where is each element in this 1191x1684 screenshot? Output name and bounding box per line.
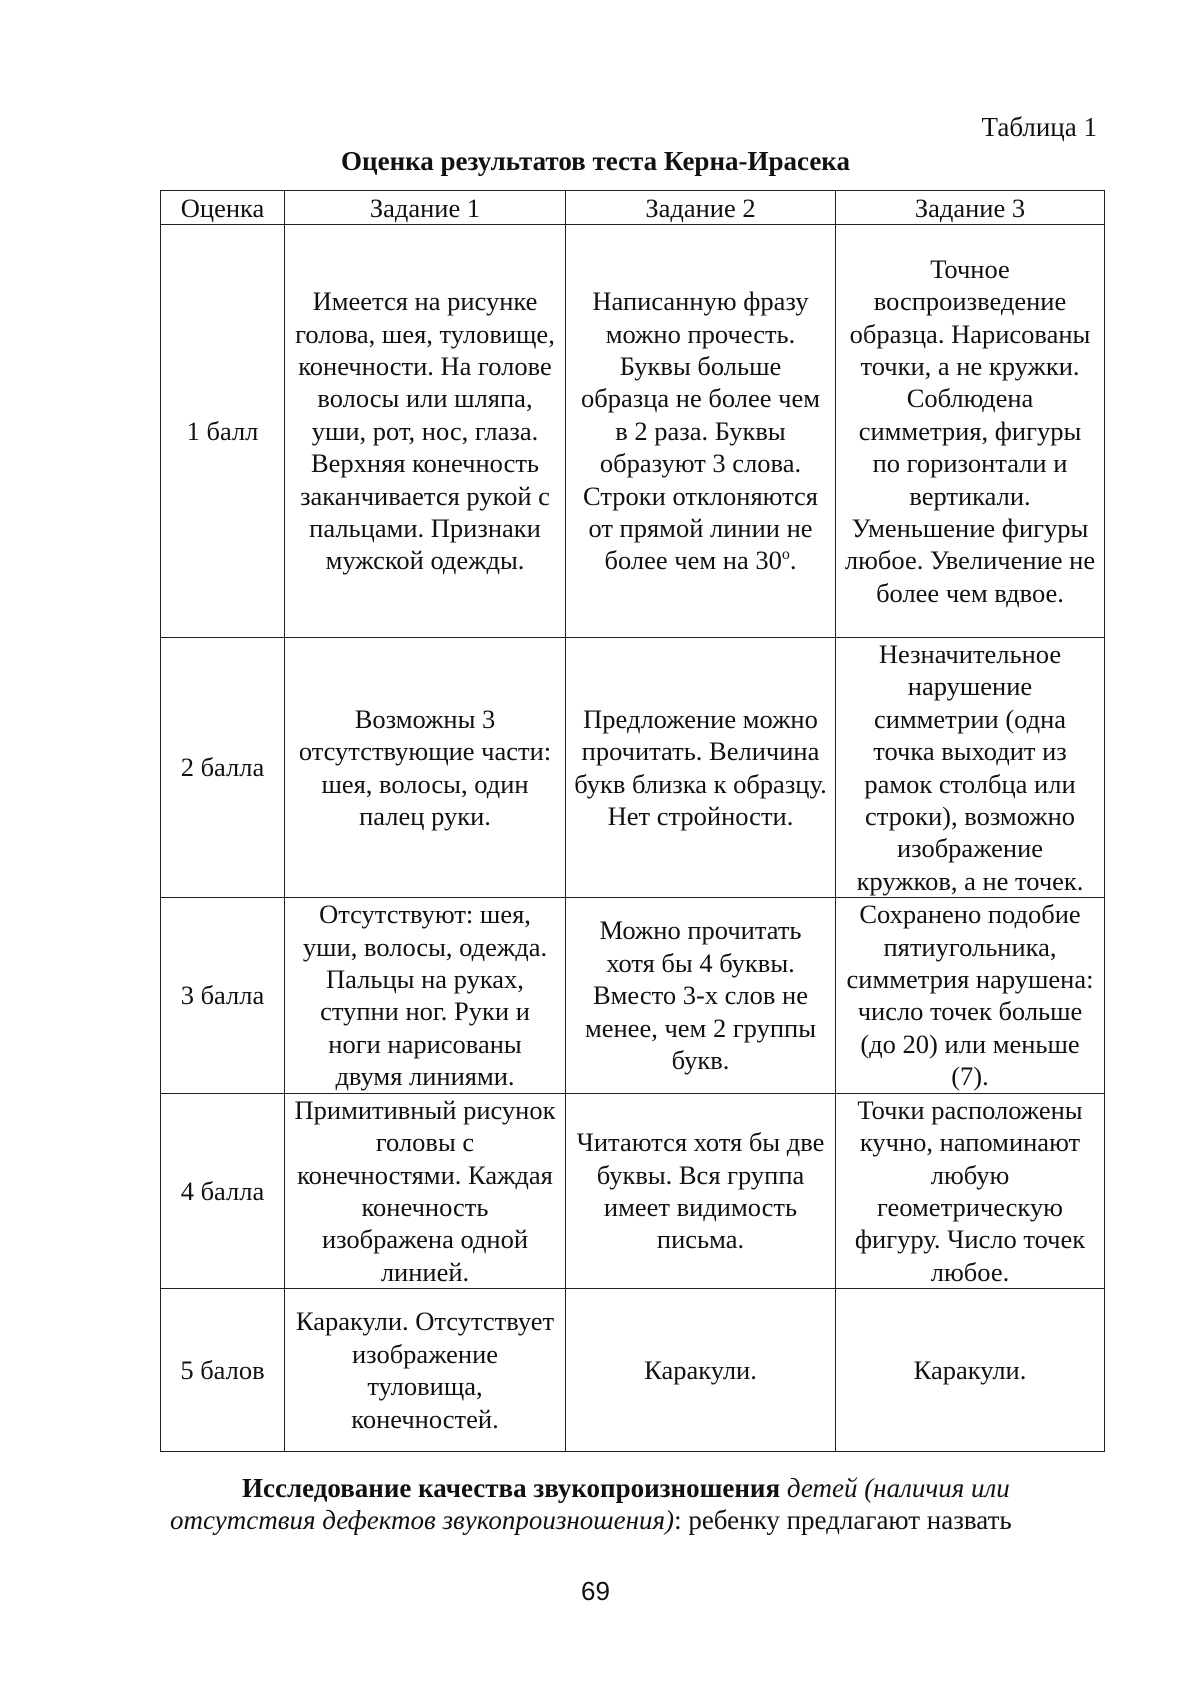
task2-cell: Предложение можно прочитать. Величина букв близка к образцу. Нет стройности.: [566, 638, 836, 898]
task2-end: .: [789, 545, 797, 576]
task2-cell: Читаются хотя бы две буквы. Вся группа имеет видимость письма.: [566, 1093, 836, 1288]
header-task3: Задание 3: [836, 191, 1105, 225]
task1-cell: Примитивный рисунок головы с конечностями. Каждая конечность изображена одной линией.: [285, 1093, 566, 1288]
header-score: Оценка: [161, 191, 285, 225]
body-paragraph: [170, 1472, 1070, 1536]
page-number: 69: [581, 1576, 610, 1606]
table-title: Оценка результатов теста Керна-Ирасека: [341, 146, 850, 176]
score-cell: 2 балла: [161, 638, 285, 898]
degree-sign: о: [781, 546, 790, 564]
table-label: Таблица 1: [981, 112, 1097, 142]
task1-cell: Отсутствуют: шея, уши, волосы, одежда. Пальцы на руках, ступни ног. Руки и ноги нарисованы двумя линиями.: [285, 898, 566, 1093]
task3-cell: Точное воспроизведение образца. Нарисованы точки, а не кружки. Соблюдена симметрия, фигуры по горизонтали и вертикали. Уменьшение фигуры любое. Увеличение не более чем вдвое.: [836, 225, 1105, 638]
task1-cell: Имеется на рисунке голова, шея, туловище, конечности. На голове волосы или шляпа, уши, рот, нос, глаза. Верхняя конечность заканчивается рукой с пальцами. Признаки мужской одежды.: [285, 225, 566, 638]
paragraph-bold-lead: Исследование качества звукопроизношения: [242, 1473, 781, 1503]
task3-cell: Точки расположены кучно, напоминают любую геометрическую фигуру. Число точек любое.: [836, 1093, 1105, 1288]
header-task1: Задание 1: [285, 191, 566, 225]
task3-cell: Незначительное нарушение симметрии (одна точка выходит из рамок столбца или строки), возможно изображение кружков, а не точек.: [836, 638, 1105, 898]
task2-cell: Можно прочитать хотя бы 4 буквы. Вместо 3-х слов не менее, чем 2 группы букв.: [566, 898, 836, 1093]
task3-cell: Каракули.: [836, 1289, 1105, 1452]
table-row: [161, 638, 1105, 898]
score-table: [160, 190, 1105, 1452]
task1-cell: Возможны 3 отсутствующие части: шея, волосы, один палец руки.: [285, 638, 566, 898]
header-task2: Задание 2: [566, 191, 836, 225]
table-row: [161, 225, 1105, 638]
table-header-row: [161, 191, 1105, 225]
table-row: [161, 1093, 1105, 1288]
task2-cell: Каракули.: [566, 1289, 836, 1452]
table-row: [161, 1289, 1105, 1452]
score-cell: 5 балов: [161, 1289, 285, 1452]
score-cell: 1 балл: [161, 225, 285, 638]
score-cell: 3 балла: [161, 898, 285, 1093]
task3-cell: Сохранено подобие пятиугольника, симметрия нарушена: число точек больше (до 20) или меньше (7).: [836, 898, 1105, 1093]
task2-cell: [566, 225, 836, 638]
score-cell: 4 балла: [161, 1093, 285, 1288]
task1-cell: Каракули. Отсутствует изображение туловища, конечностей.: [285, 1289, 566, 1452]
paragraph-rest: : ребенку предлагают назвать: [674, 1505, 1012, 1535]
table-row: [161, 898, 1105, 1093]
task2-text: Написанную фразу можно прочесть. Буквы больше образца не более чем в 2 раза. Буквы образуют 3 слова. Строки отклоняются от прямой линии не более чем на 30: [581, 286, 820, 576]
paragraph-italic: детей (наличия или отсутствия дефектов звукопроизношения): [170, 1473, 1010, 1535]
